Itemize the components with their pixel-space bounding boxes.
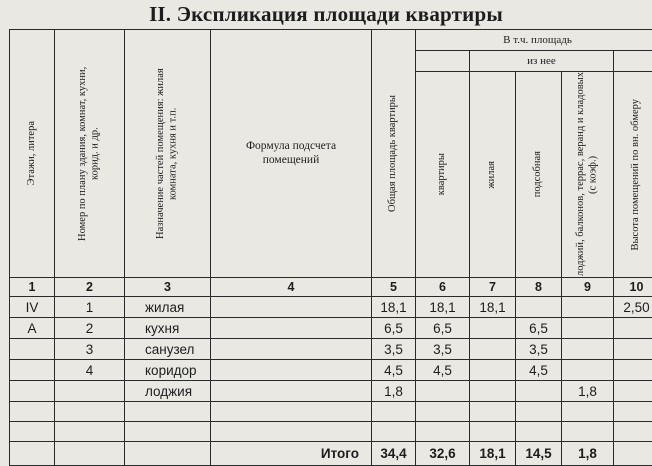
header-of-which: из нее [470,51,614,72]
cell-num: 2 [55,318,125,339]
cell-living [470,402,516,422]
cell-name [125,422,211,442]
cell-loggia [562,318,614,339]
cell-num [55,402,125,422]
cell-floor: IV [10,297,55,318]
cell-total: 3,5 [372,339,416,360]
cell-floor: А [10,318,55,339]
header-floor: Этажи, литера [10,30,55,278]
cell-total: 18,1 [372,297,416,318]
header-loggia: лоджий, балконов, террас, веранд и кладовых (с коэф.) [562,72,614,278]
cell-num [55,381,125,402]
cell-num: 1 [55,297,125,318]
cell-height: 2,50 [614,297,652,318]
header-purpose: Назначение частей помещения: жилая комната, кухня и т.п. [125,30,211,278]
cell-loggia [562,402,614,422]
table-row [10,381,652,402]
cell-living [470,381,516,402]
cell-aux [516,422,562,442]
cell-total: 6,5 [372,318,416,339]
explication-table [9,29,652,466]
table-row [10,422,652,442]
cell-name [125,402,211,422]
total-empty [125,442,211,466]
cell-name: лоджия [125,381,211,402]
cell-apt [416,381,470,402]
col-number: 8 [516,278,562,297]
cell-formula [211,339,372,360]
cell-total: 1,8 [372,381,416,402]
table-row [10,360,652,381]
cell-formula [211,297,372,318]
cell-num: 3 [55,339,125,360]
total-living: 18,1 [470,442,516,466]
table-row [10,402,652,422]
col-number: 6 [416,278,470,297]
total-label: Итого [211,442,372,466]
cell-loggia [562,422,614,442]
cell-name: санузел [125,339,211,360]
totals-row [10,442,652,466]
cell-living [470,318,516,339]
cell-loggia [562,297,614,318]
cell-height [614,422,652,442]
header-height: Высота помещений по вн. обмеру [614,72,652,278]
cell-total: 4,5 [372,360,416,381]
column-number-row [10,278,652,297]
cell-aux [516,402,562,422]
cell-height [614,402,652,422]
cell-name: коридор [125,360,211,381]
cell-aux [516,381,562,402]
header-living: жилая [470,72,516,278]
cell-floor [10,422,55,442]
cell-floor [10,402,55,422]
total-empty [55,442,125,466]
cell-formula [211,360,372,381]
cell-name: жилая [125,297,211,318]
cell-apt: 4,5 [416,360,470,381]
col-number: 9 [562,278,614,297]
cell-living [470,339,516,360]
cell-aux [516,297,562,318]
total-loggia: 1,8 [562,442,614,466]
cell-formula [211,318,372,339]
header-total-area: Общая площадь квартиры [372,30,416,278]
cell-aux: 3,5 [516,339,562,360]
cell-total [372,422,416,442]
cell-num: 4 [55,360,125,381]
cell-loggia [562,339,614,360]
cell-height [614,318,652,339]
header-room-number: Номер по плану здания, комнат, кухни, корид. и др. [55,30,125,278]
cell-height [614,381,652,402]
cell-living: 18,1 [470,297,516,318]
cell-apt [416,422,470,442]
col-number: 4 [211,278,372,297]
total-height [614,442,652,466]
header-formula: Формула подсчета помещений [211,30,372,278]
cell-height [614,360,652,381]
cell-formula [211,402,372,422]
header-auxiliary: подсобная [516,72,562,278]
col-number: 3 [125,278,211,297]
cell-floor [10,381,55,402]
document-title: II. Экспликация площади квартиры [149,2,503,26]
cell-apt: 18,1 [416,297,470,318]
header-incl-area: В т.ч. площадь [416,30,652,51]
cell-apt: 3,5 [416,339,470,360]
cell-apt [416,402,470,422]
cell-num [55,422,125,442]
cell-aux: 6,5 [516,318,562,339]
cell-floor [10,360,55,381]
total-area: 34,4 [372,442,416,466]
total-aux: 14,5 [516,442,562,466]
cell-height [614,339,652,360]
cell-name: кухня [125,318,211,339]
col-number: 1 [10,278,55,297]
table-row [10,339,652,360]
cell-loggia: 1,8 [562,381,614,402]
cell-living [470,360,516,381]
cell-loggia [562,360,614,381]
total-apt: 32,6 [416,442,470,466]
cell-apt: 6,5 [416,318,470,339]
col-number: 7 [470,278,516,297]
header-empty-height [614,51,652,72]
table-row [10,318,652,339]
cell-formula [211,381,372,402]
col-number: 2 [55,278,125,297]
cell-aux: 4,5 [516,360,562,381]
header-empty-apartment [416,51,470,72]
cell-living [470,422,516,442]
header-apartment: квартиры [416,72,470,278]
cell-total [372,402,416,422]
col-number: 10 [614,278,652,297]
col-number: 5 [372,278,416,297]
table-row [10,297,652,318]
total-empty [10,442,55,466]
cell-floor [10,339,55,360]
cell-formula [211,422,372,442]
